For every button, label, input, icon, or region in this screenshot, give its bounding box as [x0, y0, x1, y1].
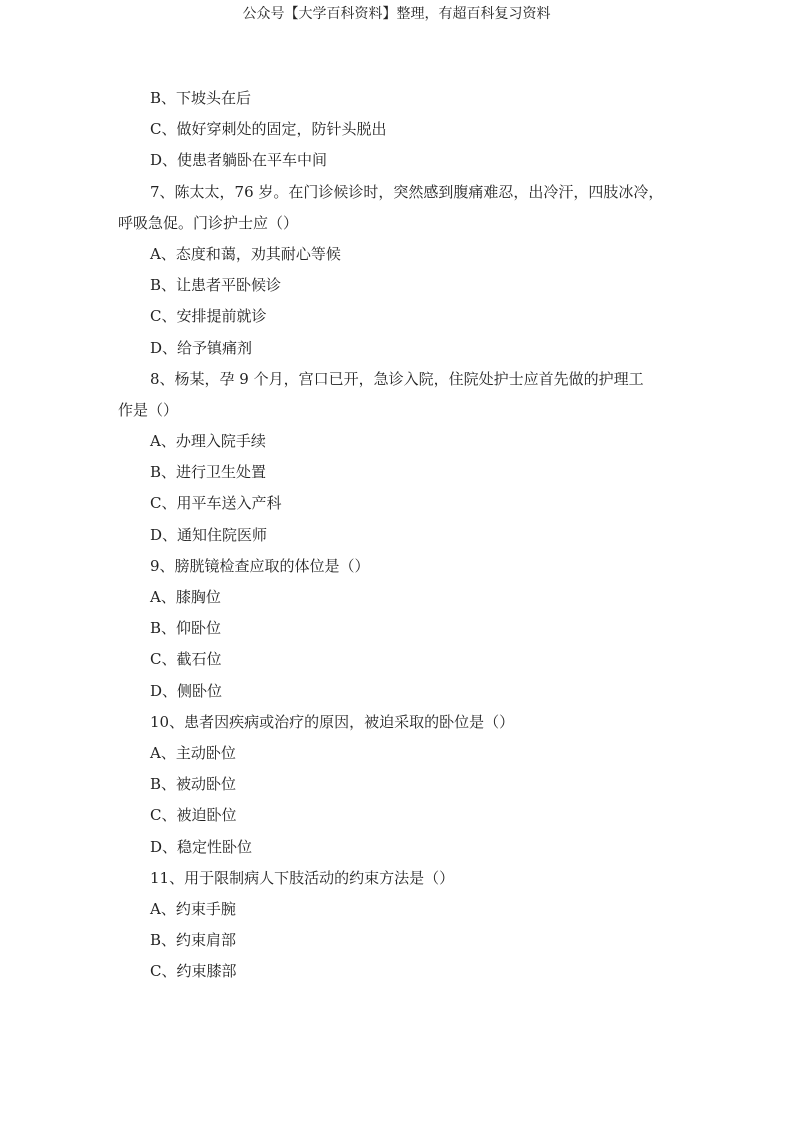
question-7: [118, 177, 683, 239]
question-9: 9、膀胱镜检查应取的体位是（）: [150, 556, 370, 575]
option-c: C、做好穿刺处的固定，防针头脱出: [150, 120, 387, 139]
question-11: 11、用于限制病人下肢活动的约束方法是（）: [150, 868, 455, 887]
option-d: D、稳定性卧位: [150, 837, 253, 856]
option-c: C、约束膝部: [150, 962, 237, 981]
option-d: D、给予镇痛剂: [150, 338, 253, 357]
option-c: C、被迫卧位: [150, 806, 237, 825]
option-a: A、态度和蔼，劝其耐心等候: [150, 244, 341, 263]
option-b: B、让患者平卧候诊: [150, 276, 282, 295]
option-d: D、侧卧位: [150, 681, 223, 700]
page-header: 公众号【大学百科资料】整理，有超百科复习资料: [242, 6, 551, 22]
option-d: D、使患者躺卧在平车中间: [150, 151, 328, 170]
option-a: A、办理入院手续: [150, 432, 266, 451]
question-10: 10、患者因疾病或治疗的原因，被迫采取的卧位是（）: [150, 712, 515, 731]
option-b: B、进行卫生处置: [150, 463, 267, 482]
option-c: C、安排提前就诊: [150, 307, 267, 326]
option-a: A、膝胸位: [150, 588, 221, 606]
option-b: B、被动卧位: [150, 775, 237, 794]
question-8: [118, 364, 683, 426]
option-c: C、截石位: [150, 650, 222, 669]
question-8-line-2: 作是（）: [118, 400, 179, 419]
option-c: C、用平车送入产科: [150, 494, 282, 513]
option-a: A、约束手腕: [150, 899, 236, 918]
document-body: [118, 83, 683, 987]
option-b: B、仰卧位: [150, 619, 222, 638]
question-7-line-1: 7、陈太太，76 岁。在门诊候诊时，突然感到腹痛难忍，出冷汗，四肢冰冷，: [150, 182, 664, 201]
option-b: B、下坡头在后: [150, 89, 252, 107]
option-a: A、主动卧位: [150, 743, 236, 762]
question-7-line-2: 呼吸急促。门诊护士应（）: [118, 213, 299, 232]
question-8-line-1: 8、杨某，孕 9 个月，宫口已开，急诊入院，住院处护士应首先做的护理工: [150, 369, 644, 388]
option-d: D、通知住院医师: [150, 525, 268, 544]
option-b: B、约束肩部: [150, 931, 237, 950]
